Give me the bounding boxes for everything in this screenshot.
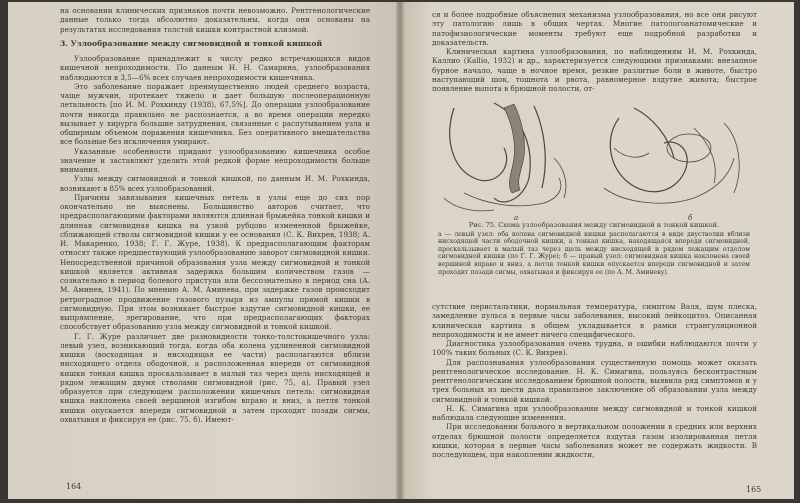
right-paragraph: ся и более подробные объяснения механизма узлообразования, но все они рисуют эту патологию лишь в общих чертах. Многие патологоанатомические и патофизиологические моменты требуют еще подробной разработки и доказательств. bbox=[432, 10, 757, 47]
section-heading: 3. Узлообразование между сигмовидной и тонкой кишкой bbox=[60, 38, 323, 48]
left-paragraph: Причины завязывания кишечных петель в узлы еще до сих пор окончательно не выяснены. Большинство авторов считает, что предрасполагающими факторами являются длинная брыжейка тонкой кишки и длинная сигмовидная кишка на узкой рубцово измененной брыжейке, сближающей стволы сигмовидной кишки у ее основания (С. К. Вихрев, 1938; А. И. Макаренко, 1938; Г. Г. Жуpe, 1938). К предрасполагающим факторам относят также предшествующий узлообразованию заворот сигмовидной кишки. Непосредственной причиной образования узла между сигмовидной и тонкой кишкой является активная задержка большим количеством газов — сознательно в период болевого приступа или бессознательно в период сна (А. М. Аминев, 1941). По мнению А. М. Аминева, при задержке газов происходит ретроградное продвижение газового пузыря из ампулы прямой кишки в сигмовидную. При этом возникает быстрое вздутие сигмовидной кишки, ее выпрямление, эрегирование, что при предрасполагающих факторах способствует образованию узла между сигмовидной и тонкой кишкой. bbox=[60, 192, 370, 332]
right-paragraph: При исследовании больного в вертикальном положении в средних или верхних отделах брюшной полости определяется вздутая газом изолированная петля кишки, которая в первые часы заболевания может не содержать жидкости. В последующем, при накоплении жидкости, bbox=[432, 422, 757, 459]
left-paragraph: Узлообразование принадлежит к числу редко встречающихся видов кишечной непроходимости. По данным Н. Н. Самарина, узлообразования наблюдаются в 3,5—6% всех случаев непроходимости кишечника. bbox=[60, 54, 370, 82]
left-paragraph: Это заболевание поражает преимущественно людей среднего возраста, чаще мужчин, протекает тяжело и дает большую послеоперационную летальность [по И. М. Рохкинду (1938), 67,5%]. До операции узлообразование почти никогда правильно не распознается, а во время операции нередко вызывает у хирурга большие затруднения, связанные с распутыванием узла и обширным объемом поражения кишечника. Без оперативного вмешательства все больные без исключения умирают. bbox=[60, 81, 370, 147]
figure-b-loop bbox=[667, 134, 711, 162]
left-paragraph: Г. Г. Жуpe различает две разновидности тонко-толстокишечного узла: левый узел, возникающий тогда, когда оба колена удлиненной сигмовидной кишки (восходящая и нисходящая ее части) располагаются вблизи нисходящего отдела ободочной, а расположенная впереди от сигмовидной кишки тонкая кишка проскальзывает в малый таз через щель нисходящей и рядом лежащим двумя стволами сигмовидной (рис. 75, а). Правый узел образуется при следующем расположении кишечных петель: сигмовидная кишка наклонена своей вершиной изгибом вправо и вниз, а петля тонкой кишки опускается впереди сигмовидной и затем проходит позади сигмы, охватывая и фиксируя ее (рис. 75, б). Имеют- bbox=[60, 331, 370, 424]
right-paragraph: Диагностика узлообразования очень трудна, и ошибки наблюдаются почти у 100% таких больных (С. К. Вихрев). bbox=[432, 339, 757, 358]
left-paragraph: Указанные особенности придают узлообразованию кишечника особое значение и заставляют уделить этой редкой форме непроходимости больше внимания. bbox=[60, 146, 370, 174]
figure-caption bbox=[438, 222, 750, 276]
figure-label-b: б bbox=[688, 214, 693, 222]
figure-caption-body: а — левый узел: оба колена сигмовидной кишки располагаются в виде двустволки вблизи нисходящей части ободочной кишки, а тонкая кишка, находящаяся впереди сигмовидной, проскальзывает в малый таз через щель между нисходящей и рядом лежащим отделом сигмовидной кишки (по Г. Г. Жуpe); б — правый узел: сигмовидная кишка наклонена своей вершиной вправо и вниз, а петля тонкой кишки опускается впереди сигмовидной и затем проходит позади сигмы, охватывая и фиксируя ее (по А. М. Аминеву). bbox=[438, 230, 750, 276]
figure-a-small-intestine bbox=[504, 104, 525, 193]
right-paragraph: Для распознавания узлообразования существенную помощь может оказать рентгенологическое исследование. Н. К. Симагина, пользуясь бесконтрастным рентгенологическим исследованием брюшной полости, выявила ряд симптомов и у трех больных из шести дала правильное заключение об образовании узла между сигмовидной и тонкой кишкой. bbox=[432, 357, 757, 404]
figure-a-colon bbox=[450, 108, 507, 181]
right-paragraph: Клиническая картина узлообразования, по наблюдениям И. М. Рохкинда, Каллио (Kallio, 1932) и др., характеризуется следующими признаками: внезапное бурное начало, чаще в ночное время, резкие разлитые боли в животе, быстро наступающий шок, тошнота и рвота, равномерное вздутие живота; быстрое появление выпота в брюшной полости, от- bbox=[432, 47, 757, 93]
left-top-lines: на основании клинических признаков почти невозможно. Рентгенологические данные только тогда абсолютно доказательны, когда они основаны на результатах исследования толстой кишки контрастной клизмой. bbox=[60, 6, 370, 34]
left-text-column bbox=[60, 6, 370, 424]
left-page bbox=[8, 2, 400, 499]
right-bottom-column bbox=[432, 302, 757, 459]
right-paragraph: Н. К. Симагина при узлообразовании между сигмовидной и тонкой кишкой наблюдала следующие изменения. bbox=[432, 403, 757, 422]
figure-b-sigmoid bbox=[610, 118, 687, 192]
figure-caption-title: Рис. 75. Схема узлообразования между сигмовидной и тонкой кишкой. bbox=[468, 221, 720, 229]
right-page bbox=[400, 2, 794, 499]
intestine-knot-figure bbox=[434, 98, 754, 218]
left-page-number: 164 bbox=[66, 482, 82, 491]
left-paragraph: Узлы между сигмовидной и тонкой кишкой, по данным И. М. Рохкинда, возникают в 85% всех узлообразований. bbox=[60, 174, 370, 193]
right-paragraph: сутствие перистальтики, нормальная температура, симптом Валя, шум плеска, замедление пульса в первые часы заболевания, высокий лейкоцитоз. Описанная клиническая картина в общем укладывается в рамки странгуляционной непроходимости и не имеет ничего специфического. bbox=[432, 302, 757, 339]
right-page-number: 165 bbox=[746, 485, 762, 494]
book-gutter bbox=[396, 2, 404, 499]
right-top-column bbox=[432, 10, 757, 93]
figure-label-a: а bbox=[514, 214, 519, 222]
